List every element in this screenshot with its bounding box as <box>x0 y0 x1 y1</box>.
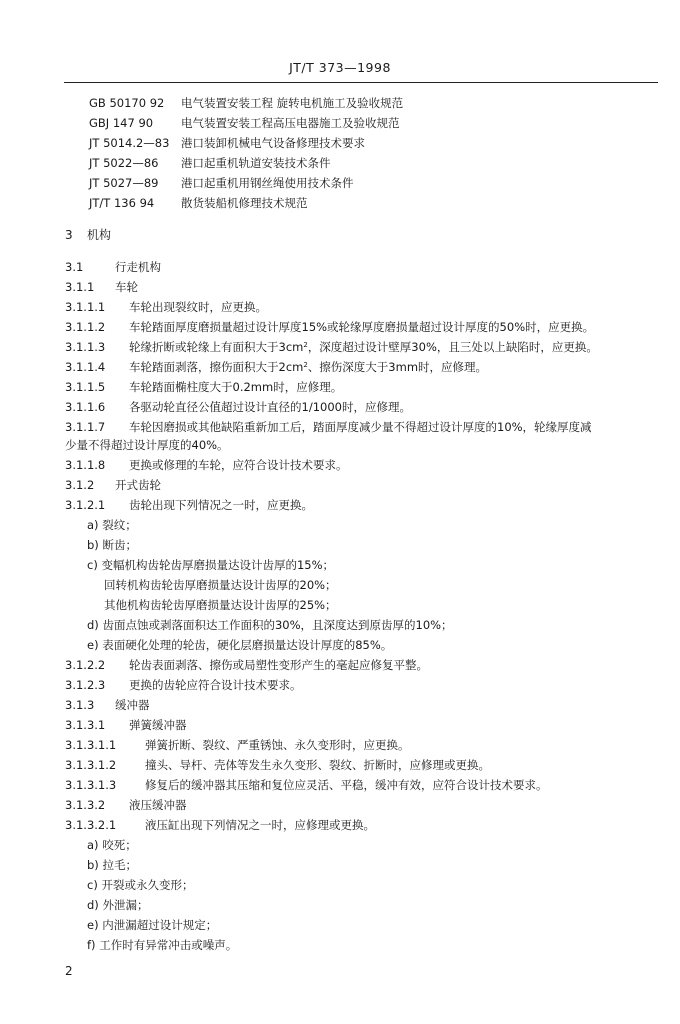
reference-item <box>89 176 354 190</box>
section-heading <box>65 228 111 242</box>
clause-item <box>65 300 267 314</box>
clause-title: 行走机构 <box>115 260 161 274</box>
reference-title: 港口起重机用钢丝绳使用技术条件 <box>181 176 354 190</box>
list-item: c) 变幅机构齿轮齿厚磨损量达设计齿厚的15%； <box>87 558 335 572</box>
clause-title: 液压缓冲器 <box>129 798 187 812</box>
clause-item <box>65 818 375 832</box>
clause-number: 3.1.3.1 <box>65 718 106 732</box>
superscript: 2 <box>303 341 308 349</box>
clause-text: 车轮踏面剥落，擦伤面积大于2cm <box>129 360 304 374</box>
reference-item <box>89 116 400 130</box>
reference-title: 港口装卸机械电气设备修理技术要求 <box>181 136 365 150</box>
clause-text: 车轮因磨损或其他缺陷重新加工后，踏面厚度减少量不得超过设计厚度的10%，轮缘厚度减 <box>129 420 592 434</box>
reference-title: 散货装船机修理技术规范 <box>181 196 308 210</box>
clause-text: 弹簧折断、裂纹、严重锈蚀、永久变形时，应更换。 <box>145 738 410 752</box>
clause-item <box>65 738 410 752</box>
clause-heading <box>65 798 187 812</box>
list-item: e) 表面硬化处理的轮齿，硬化层磨损量达设计厚度的85%。 <box>87 638 393 652</box>
reference-title: 电气装置安装工程高压电器施工及验收规范 <box>181 116 400 130</box>
clause-text: 液压缸出现下列情况之一时，应修理或更换。 <box>145 818 375 832</box>
list-item: a) 咬死； <box>87 838 137 852</box>
clause-heading <box>65 698 150 712</box>
list-item: b) 断齿； <box>87 538 137 552</box>
reference-item <box>89 156 331 170</box>
clause-heading <box>65 718 187 732</box>
reference-code: JT/T 136 94 <box>89 196 155 210</box>
section-title: 机构 <box>87 228 112 242</box>
clause-item <box>65 420 592 434</box>
clause-number: 3.1.3.2.1 <box>65 818 117 832</box>
clause-number: 3.1.1.7 <box>65 420 106 434</box>
list-item: a) 裂纹； <box>87 518 137 532</box>
reference-item <box>89 96 403 110</box>
section-number: 3 <box>65 228 73 242</box>
clause-title: 车轮 <box>115 280 138 294</box>
clause-number: 3.1.1.1 <box>65 300 106 314</box>
reference-code: GBJ 147 90 <box>89 116 154 130</box>
list-item: b) 拉毛； <box>87 858 137 872</box>
clause-item <box>65 400 411 414</box>
clause-number: 3.1.3.2 <box>65 798 106 812</box>
clause-number: 3.1.2.2 <box>65 658 106 672</box>
clause-item <box>65 758 490 772</box>
reference-code: JT 5014.2—83 <box>89 136 170 150</box>
reference-title: 港口起重机轨道安装技术条件 <box>181 156 331 170</box>
clause-item <box>65 340 598 354</box>
clause-number: 3.1.1.3 <box>65 340 106 354</box>
clause-item <box>65 498 313 512</box>
clause-heading <box>65 478 161 492</box>
superscript: 2 <box>303 361 308 369</box>
reference-code: JT 5027—89 <box>89 176 159 190</box>
clause-text: 车轮出现裂纹时，应更换。 <box>129 300 267 314</box>
clause-text: 修复后的缓冲器其压缩和复位应灵活、平稳，缓冲有效，应符合设计技术要求。 <box>145 778 548 792</box>
clause-text: 、擦伤深度大于3mm时，应修理。 <box>307 360 488 374</box>
clause-number: 3.1.3.1.1 <box>65 738 117 752</box>
header-rule <box>64 82 658 83</box>
clause-title: 开式齿轮 <box>115 478 161 492</box>
running-header: JT/T 373—1998 <box>289 60 391 75</box>
clause-number: 3.1.3.1.3 <box>65 778 117 792</box>
clause-text: 更换的齿轮应符合设计技术要求。 <box>129 678 302 692</box>
clause-title: 弹簧缓冲器 <box>129 718 187 732</box>
clause-number: 3.1.1.2 <box>65 320 106 334</box>
clause-number: 3.1 <box>65 260 84 274</box>
clause-text: 更换或修理的车轮，应符合设计技术要求。 <box>129 458 348 472</box>
clause-text-continuation: 少量不得超过设计厚度的40%。 <box>65 438 229 452</box>
clause-text: ，深度超过设计壁厚30%，且三处以上缺陷时，应更换。 <box>307 340 598 354</box>
clause-number: 3.1.2.3 <box>65 678 106 692</box>
clause-item <box>65 360 487 374</box>
clause-item <box>65 458 348 472</box>
list-item: c) 开裂或永久变形； <box>87 878 194 892</box>
clause-number: 3.1.1.4 <box>65 360 106 374</box>
reference-item <box>89 136 365 150</box>
reference-code: JT 5022—86 <box>89 156 159 170</box>
clause-number: 3.1.1.5 <box>65 380 106 394</box>
list-item: f) 工作时有异常冲击或噪声。 <box>87 938 238 952</box>
clause-text: 撞头、导杆、壳体等发生永久变形、裂纹、折断时，应修理或更换。 <box>145 758 490 772</box>
page-number: 2 <box>65 964 73 978</box>
clause-text: 齿轮出现下列情况之一时，应更换。 <box>129 498 313 512</box>
clause-item <box>65 678 302 692</box>
list-item-continuation: 回转机构齿轮齿厚磨损量达设计齿厚的20%； <box>104 578 337 592</box>
reference-item <box>89 196 308 210</box>
clause-text: 车轮踏面椭柱度大于0.2mm时，应修理。 <box>129 380 343 394</box>
clause-number: 3.1.1.8 <box>65 458 106 472</box>
clause-item <box>65 778 548 792</box>
list-item: d) 外泄漏； <box>87 898 149 912</box>
clause-item <box>65 658 428 672</box>
clause-heading <box>65 260 161 274</box>
reference-code: GB 50170 92 <box>89 96 165 110</box>
clause-number: 3.1.2 <box>65 478 95 492</box>
clause-text: 轮缘折断或轮缘上有面积大于3cm <box>129 340 304 354</box>
clause-title: 缓冲器 <box>115 698 150 712</box>
clause-text: 各驱动轮直径公值超过设计直径的1/1000时，应修理。 <box>129 400 411 414</box>
clause-heading <box>65 280 138 294</box>
clause-text: 车轮踏面厚度磨损量超过设计厚度15%或轮缘厚度磨损量超过设计厚度的50%时，应更换。 <box>129 320 595 334</box>
reference-title: 电气装置安装工程 旋转电机施工及验收规范 <box>181 96 404 110</box>
clause-item <box>65 320 594 334</box>
clause-number: 3.1.1 <box>65 280 95 294</box>
clause-item <box>65 380 342 394</box>
list-item: e) 内泄漏超过设计规定； <box>87 918 218 932</box>
clause-number: 3.1.1.6 <box>65 400 106 414</box>
clause-number: 3.1.3.1.2 <box>65 758 117 772</box>
clause-text: 轮齿表面剥落、擦伤或局塑性变形产生的毫起应修复平整。 <box>129 658 428 672</box>
list-item-continuation: 其他机构齿轮齿厚磨损量达设计齿厚的25%； <box>104 598 337 612</box>
clause-number: 3.1.2.1 <box>65 498 106 512</box>
clause-number: 3.1.3 <box>65 698 95 712</box>
list-item: d) 齿面点蚀或剥落面积达工作面积的30%，且深度达到原齿厚的10%； <box>87 618 453 632</box>
